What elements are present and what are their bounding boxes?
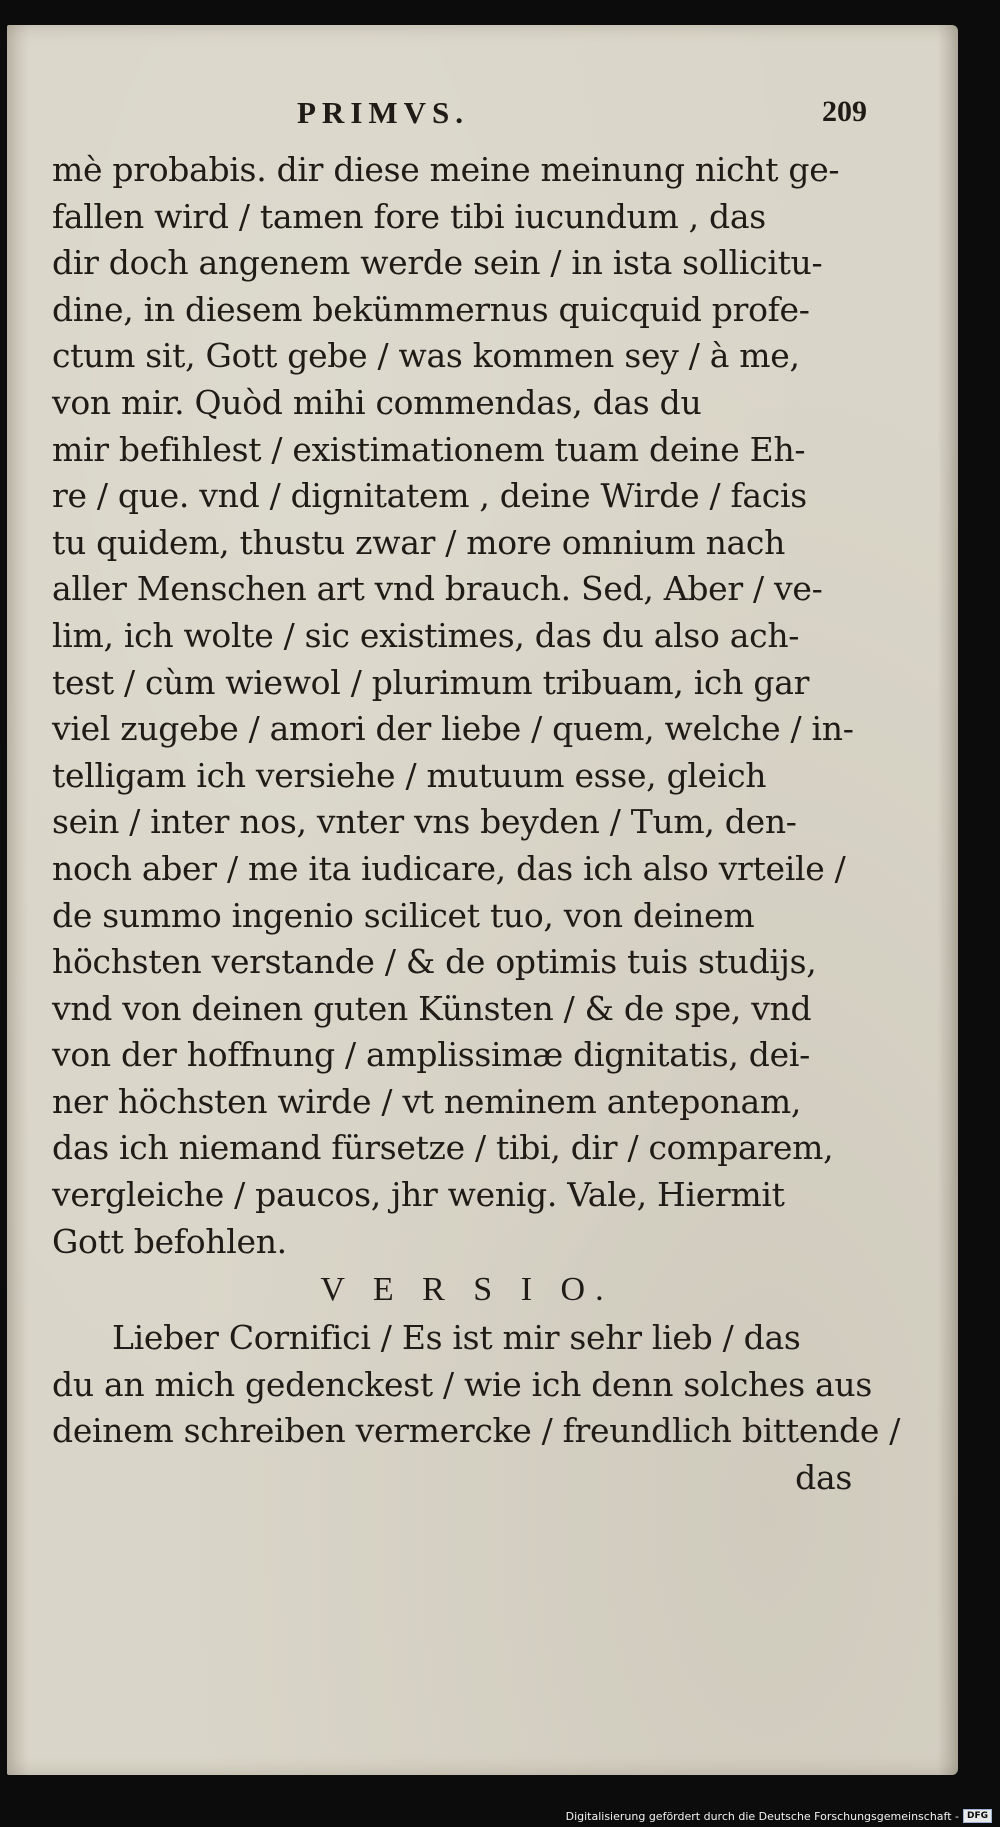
text-line: von der hoffnung / amplissimæ dignitatis, dei-	[52, 1035, 810, 1075]
text-line: vnd von deinen guten Künsten / & de spe, vnd	[52, 988, 812, 1028]
page-text-block	[52, 85, 901, 1502]
text-line: Lieber Cornifici / Es ist mir sehr lieb / das	[112, 1318, 801, 1358]
credit-text: Digitalisierung gefördert durch die Deutsche Forschungsgemeinschaft -	[565, 1809, 959, 1823]
text-line: lim, ich wolte / sic existimes, das du also ach-	[52, 615, 800, 655]
version-text	[52, 1315, 901, 1501]
text-line: noch aber / me ita iudicare, das ich also vrteile /	[52, 848, 846, 888]
text-line: dine, in diesem bekümmernus quicquid profe-	[52, 289, 810, 329]
text-line: du an mich gedenckest / wie ich denn solches aus	[52, 1364, 872, 1404]
text-line: das ich niemand fürsetze / tibi, dir / comparem,	[52, 1128, 834, 1168]
text-line: dir doch angenem werde sein / in ista sollicitu-	[52, 243, 823, 283]
text-line: aller Menschen art vnd brauch. Sed, Aber / ve-	[52, 569, 823, 609]
text-line: deinem schreiben vermercke / freundlich bittende /	[52, 1411, 901, 1451]
section-heading: V E R S I O.	[320, 1271, 614, 1309]
dfg-logo-icon: DFG	[963, 1809, 992, 1823]
text-line: Gott befohlen.	[52, 1221, 287, 1261]
book-page	[7, 25, 958, 1775]
text-line: höchsten verstande / & de optimis tuis studijs,	[52, 942, 817, 982]
text-line: ner höchsten wirde / vt neminem anteponam,	[52, 1081, 802, 1121]
text-line: tu quidem, thustu zwar / more omnium nach	[52, 522, 786, 562]
text-line: mir befihlest / existimationem tuam deine Eh-	[52, 429, 806, 469]
text-line: telligam ich versiehe / mutuum esse, gleich	[52, 755, 767, 795]
text-line: de summo ingenio scilicet tuo, von deinem	[52, 895, 755, 935]
running-head: PRIMVS.	[297, 95, 470, 130]
text-line: viel zugebe / amori der liebe / quem, welche / in-	[52, 709, 854, 749]
digitization-credit	[566, 1809, 992, 1823]
page-number: 209	[822, 95, 867, 128]
text-line: mè probabis. dir diese meine meinung nicht ge-	[52, 150, 840, 189]
text-line: test / cùm wiewol / plurimum tribuam, ich gar	[52, 662, 810, 702]
page-header	[52, 85, 867, 147]
text-line: vergleiche / paucos, jhr wenig. Vale, Hiermit	[52, 1175, 785, 1215]
body-text	[52, 147, 852, 1265]
text-line: ctum sit, Gott gebe / was kommen sey / à me,	[52, 336, 800, 376]
text-line: re / que. vnd / dignitatem , deine Wirde / facis	[52, 476, 807, 516]
text-line: fallen wird / tamen fore tibi iucundum , das	[52, 196, 766, 236]
catchword: das	[795, 1458, 852, 1498]
text-line: von mir. Quòd mihi commendas, das du	[52, 382, 702, 422]
text-line: sein / inter nos, vnter vns beyden / Tum, den-	[52, 802, 797, 842]
